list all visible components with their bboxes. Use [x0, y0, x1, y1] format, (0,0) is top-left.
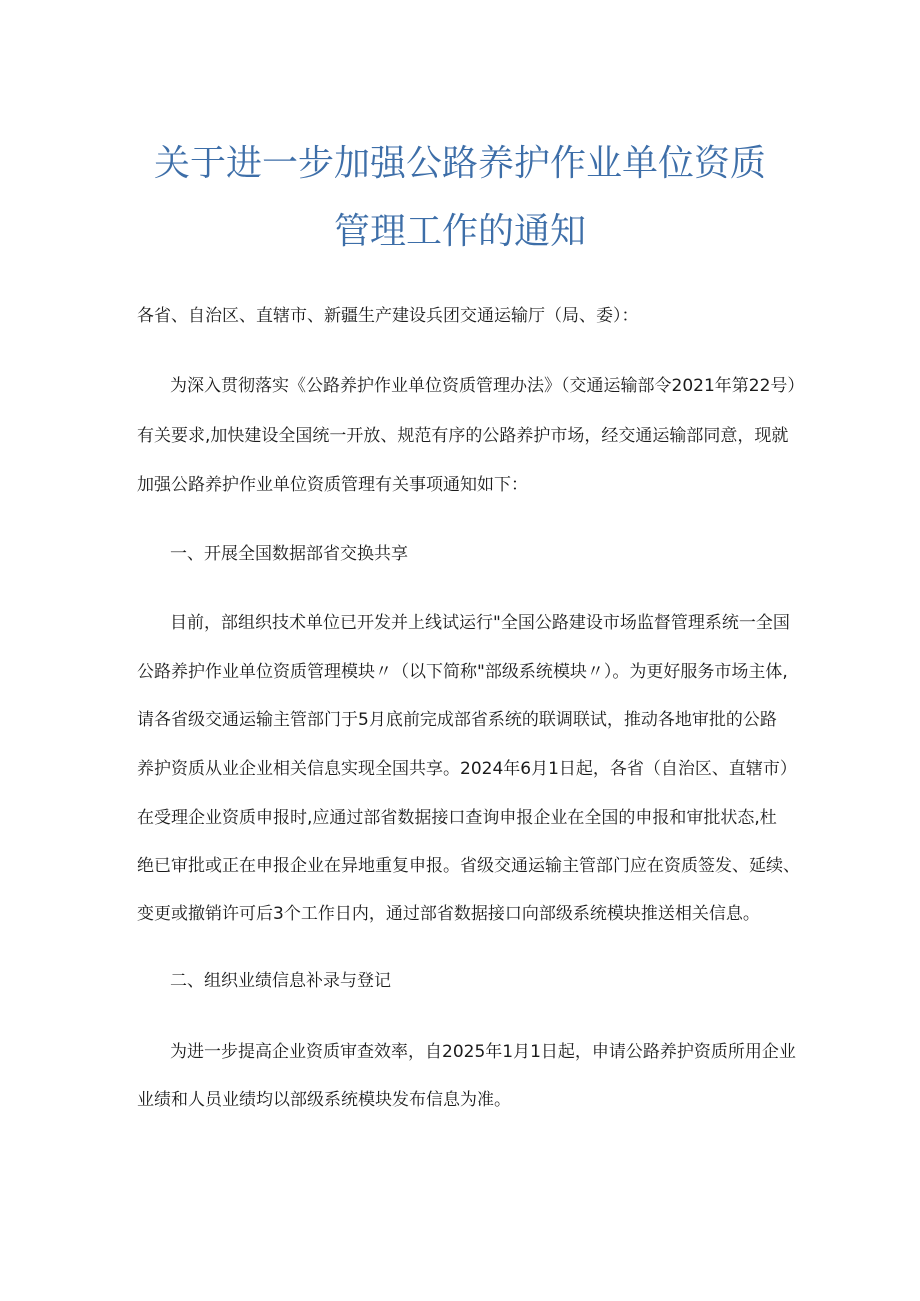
addressee: 各省、自治区、直辖市、新疆生产建设兵团交通运输厅（局、委）： — [137, 306, 639, 326]
intro-line: 为深入贯彻落实《公路养护作业单位资质管理办法》（交通运输部令2021年第22号） — [170, 376, 805, 396]
section-2-line: 业绩和人员业绩均以部级系统模块发布信息为准。 — [137, 1090, 511, 1110]
section-2-line: 为进一步提高企业资质审查效率，自2025年1月1日起，申请公路养护资质所用企业 — [170, 1042, 796, 1062]
section-1-line: 目前，部组织技术单位已开发并上线试运行"全国公路建设市场监督管理系统一全国 — [170, 613, 790, 633]
section-1-line: 变更或撤销许可后3个工作日内，通过部省数据接口向部级系统模块推送相关信息。 — [137, 904, 760, 924]
document-title-line-2: 管理工作的通知 — [333, 211, 586, 252]
section-1-line: 绝已审批或正在申报企业在异地重复申报。省级交通运输主管部门应在资质签发、延续、 — [137, 856, 800, 876]
section-2-heading: 二、组织业绩信息补录与登记 — [170, 971, 391, 991]
document-title-line-1: 关于进一步加强公路养护作业单位资质 — [153, 143, 766, 184]
section-1-heading: 一、开展全国数据部省交换共享 — [170, 544, 408, 564]
section-1-line: 养护资质从业企业相关信息实现全国共享。2024年6月1日起，各省（自治区、直辖市） — [137, 759, 797, 779]
section-1-line: 请各省级交通运输主管部门于5月底前完成部省系统的联调联试，推动各地审批的公路 — [137, 710, 777, 730]
section-1-line: 公路养护作业单位资质管理模块〃（以下简称"部级系统模块〃）。为更好服务市场主体, — [137, 662, 788, 682]
intro-line: 有关要求,加快建设全国统一开放、规范有序的公路养护市场，经交通运输部同意，现就 — [137, 426, 789, 446]
section-1-line: 在受理企业资质申报时,应通过部省数据接口查询申报企业在全国的申报和审批状态,杜 — [137, 808, 777, 828]
intro-line: 加强公路养护作业单位资质管理有关事项通知如下： — [137, 475, 528, 495]
